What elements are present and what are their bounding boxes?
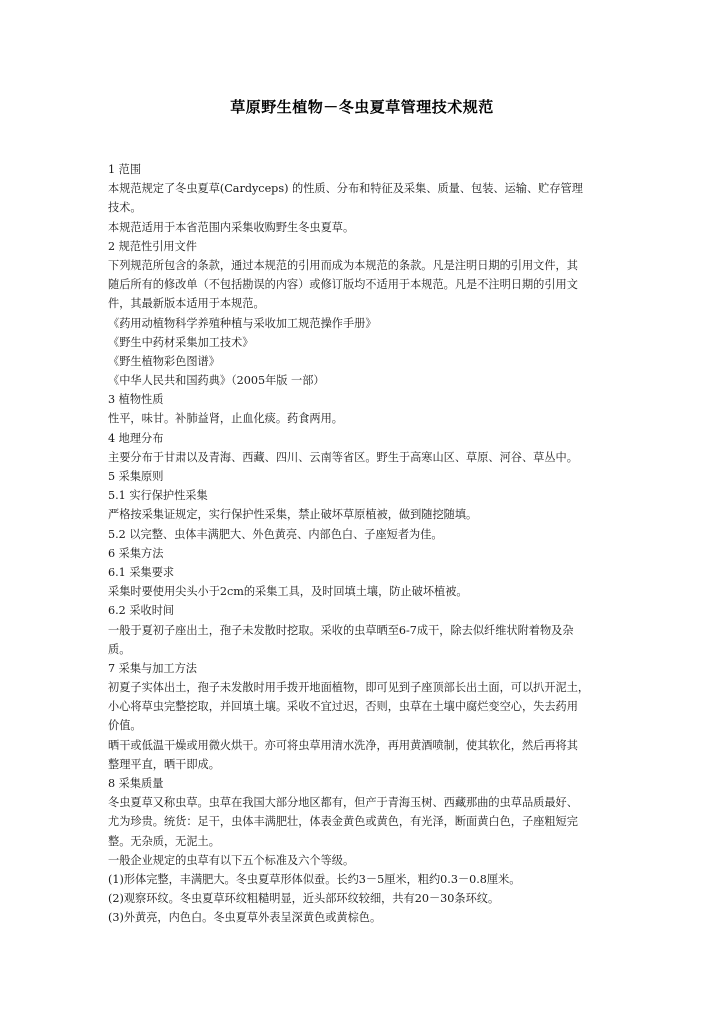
text-line: 采集时要使用尖头小于2cm的采集工具，及时回填土壤，防止破坏植被。 — [108, 585, 468, 599]
text-line: 5 采集原则 — [108, 470, 164, 483]
text-line: 7 采集与加工方法 — [108, 661, 197, 675]
text-line: 2 规范性引用文件 — [108, 239, 197, 253]
text-line: 《野生中药材采集加工技术》 — [108, 335, 254, 349]
text-line: 整。无杂质，无泥土。 — [108, 834, 220, 848]
document-body — [108, 160, 620, 928]
text-line: 初夏子实体出土，孢子未发散时用手拨开地面植物，即可见到子座顶部长出土面，可以扒开泥土， — [108, 681, 590, 695]
text-line: 8 采集质量 — [108, 777, 164, 790]
text-line: 4 地理分布 — [108, 431, 164, 445]
text-line: (3)外黄亮，内色白。冬虫夏草外表呈深黄色或黄棕色。 — [108, 911, 382, 925]
text-line: 冬虫夏草又称虫草。虫草在我国大部分地区都有，但产于青海玉树、西藏那曲的虫草品质最好、 — [108, 796, 578, 810]
text-line: 件，其最新版本适用于本规范。 — [108, 297, 265, 311]
text-line: 性平，味甘。补肺益肾，止血化痰。药食两用。 — [108, 412, 343, 426]
text-line: 随后所有的修改单（不包括勘误的内容）或修订版均不适用于本规范。凡是不注明日期的引用文 — [108, 278, 578, 292]
text-line: 晒干或低温干燥或用微火烘干。亦可将虫草用清水洗净，再用黄酒喷制，使其软化，然后再将其 — [108, 738, 578, 752]
text-line: 《药用动植物科学养殖种植与采收加工规范操作手册》 — [108, 316, 377, 330]
text-line: 主要分布于甘肃以及青海、西藏、四川、云南等省区。野生于高寒山区、草原、河谷、草丛中。 — [108, 450, 578, 464]
text-line: 本规范规定了冬虫夏草(Cardyceps) 的性质、分布和特征及采集、质量、包装、运输、贮存管理 — [108, 182, 583, 196]
text-line: 6 采集方法 — [108, 546, 164, 560]
text-line: 《野生植物彩色图谱》 — [108, 354, 220, 368]
text-line: 6.2 采收时间 — [108, 604, 175, 618]
text-line: 一般企业规定的虫草有以下五个标准及六个等级。 — [108, 853, 355, 867]
text-line: 5.1 实行保护性采集 — [108, 489, 208, 503]
text-line: 6.1 采集要求 — [108, 565, 175, 579]
text-line: 尤为珍贵。统货：足干，虫体丰满肥壮，体表金黄色或黄色，有光泽，断面黄白色，子座粗短完 — [108, 815, 578, 829]
text-line: 下列规范所包含的条款，通过本规范的引用而成为本规范的条款。凡是注明日期的引用文件，其 — [108, 258, 578, 272]
text-line: 1 范围 — [108, 163, 142, 176]
text-line: (1)形体完整，丰满肥大。冬虫夏草形体似蚕。长约3－5厘米，粗约0.3－0.8厘米。 — [108, 872, 521, 886]
document-title: 草原野生植物－冬虫夏草管理技术规范 — [230, 98, 494, 116]
text-line: (2)观察环纹。冬虫夏草环纹粗糙明显，近头部环纹较细，共有20－30条环纹。 — [108, 892, 500, 906]
text-line: 严格按采集证规定，实行保护性采集，禁止破坏草原植被，做到随挖随填。 — [108, 508, 478, 522]
text-line: 技术。 — [108, 201, 142, 215]
text-line: 小心将草虫完整挖取，并回填土壤。采收不宜过迟，否则，虫草在土壤中腐烂变空心，失去药用 — [108, 700, 578, 714]
text-line: 质。 — [108, 642, 131, 656]
text-line: 5.2 以完整、虫体丰满肥大、外色黄亮、内部色白、子座短者为佳。 — [108, 527, 443, 541]
text-line: 价值。 — [108, 719, 142, 733]
text-line: 一般于夏初子座出土，孢子未发散时挖取。采收的虫草晒至6-7成干，除去似纤维状附着物及杂 — [108, 623, 574, 637]
text-line: 本规范适用于本省范围内采集收购野生冬虫夏草。 — [108, 220, 355, 234]
text-line: 《中华人民共和国药典》（2005年版 一部） — [108, 374, 325, 388]
text-line: 3 植物性质 — [108, 393, 164, 407]
text-line: 整理平直，晒干即成。 — [108, 757, 220, 771]
